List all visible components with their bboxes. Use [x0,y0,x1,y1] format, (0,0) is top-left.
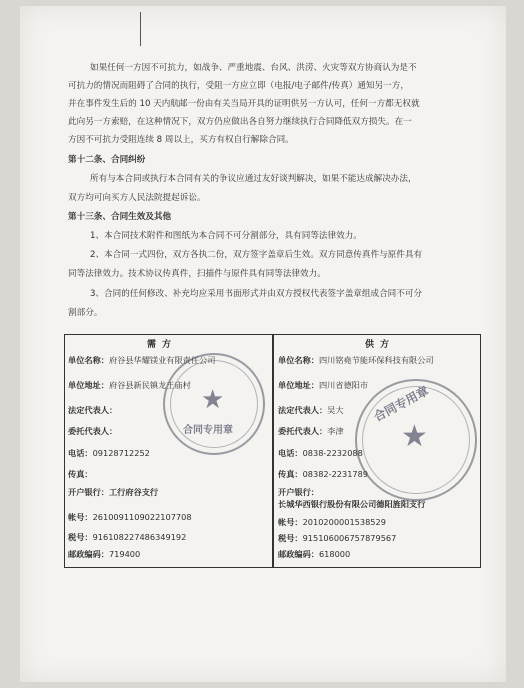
section-heading-13: 第十三条、合同生效及其他 [68,212,172,222]
text-line: 同等法律效力。技术协议传真件，扫描件与原件具有同等法律效力。 [68,269,326,279]
signature-table [64,334,481,568]
label: 电话： [278,448,303,458]
label: 单位名称： [278,355,319,365]
seller-seal-text: 合同专用章 [371,383,432,425]
text-line: 割部分。 [68,308,103,318]
buyer-address: 府谷县新民镇龙王庙村 [108,380,191,390]
label: 传真： [278,469,303,479]
text-line: 所有与本合同或执行本合同有关的争议应通过友好谈判解决，如果不能达成解决办法， [90,174,417,184]
buyer-header: 需方 [147,340,178,350]
label: 税号： [278,533,303,543]
label: 邮政编码： [278,549,319,559]
label: 开户银行： [278,487,319,497]
buyer-bank: 工行府谷支行 [108,487,159,497]
seller-address: 四川省德阳市 [318,380,369,390]
label: 委托代表人： [278,426,328,436]
buyer-zip: 719400 [108,549,141,559]
seller-agent: 李津 [327,426,344,436]
label: 法定代表人： [68,405,118,415]
seller-name: 四川铭堯节能环保科技有限公司 [318,355,434,365]
label: 委托代表人： [68,426,118,436]
buyer-seal-text: 合同专用章 [183,425,233,436]
section-heading-12: 第十二条、合同纠纷 [68,155,146,165]
seller-legal: 吴大 [327,405,344,415]
label: 帐号： [278,517,303,527]
buyer-phone: 09128712252 [92,448,150,458]
label: 单位名称： [68,355,109,365]
seller-zip: 618000 [318,549,351,559]
label: 单位地址： [278,380,319,390]
label: 法定代表人： [278,405,328,415]
text-line: 方因不可抗力受阻连续 8 周以上，买方有权自行解除合同。 [68,135,294,145]
star-icon: ★ [401,419,428,454]
seller-phone: 0838-2232088 [302,448,363,458]
label: 开户银行： [68,487,109,497]
seller-fax: 08382-2231789 [302,469,369,479]
buyer-name: 府谷县华耀镁业有限责任公司 [108,355,216,365]
column-divider [272,335,274,567]
seller-seal [355,379,477,501]
seller-bank: 长城华西银行股份有限公司德阳旌阳支行 [278,499,426,509]
buyer-account: 2610091109022107708 [92,512,192,522]
seller-account: 2010200001538529 [302,517,386,527]
contract-page [20,6,506,682]
buyer-tax: 916108227486349192 [92,532,187,542]
text-line: 并在事件发生后的 10 天内航邮一份由有关当局开具的证明供另一方认可，任何一方都无权就 [68,99,420,109]
label: 邮政编码： [68,549,109,559]
label: 帐号： [68,512,93,522]
label: 单位地址： [68,380,109,390]
label: 税号： [68,532,93,542]
text-line: 2、本合同一式四份，双方各执二份，双方签字盖章后生效。双方同意传真件与原件具有 [90,250,423,260]
text-line: 1、本合同技术附件和图纸为本合同不可分割部分，具有同等法律效力。 [90,231,362,241]
margin-line [140,12,141,46]
text-line: 3、合同的任何修改、补充均应采用书面形式并由双方授权代表签字盖章组成合同不可分 [90,289,423,299]
star-icon: ★ [201,385,225,415]
text-line: 可抗力的情况而阻碍了合同的执行，受阻一方应立即（电报/电子邮件/传真）通知另一方， [68,81,409,91]
label: 传真： [68,469,93,479]
buyer-seal [163,353,265,455]
seller-tax: 915106006757879567 [302,533,397,543]
text-line: 双方均可向买方人民法院提起诉讼。 [68,193,206,203]
text-line: 如果任何一方因不可抗力，如战争、严重地震、台风、洪涝、火灾等双方协商认为是不 [90,63,417,73]
seller-header: 供方 [365,340,396,350]
label: 电话： [68,448,93,458]
text-line: 此向另一方索赔，在这种情况下，双方仍应做出各自努力继续执行合同降低双方损失。在一 [68,117,412,127]
